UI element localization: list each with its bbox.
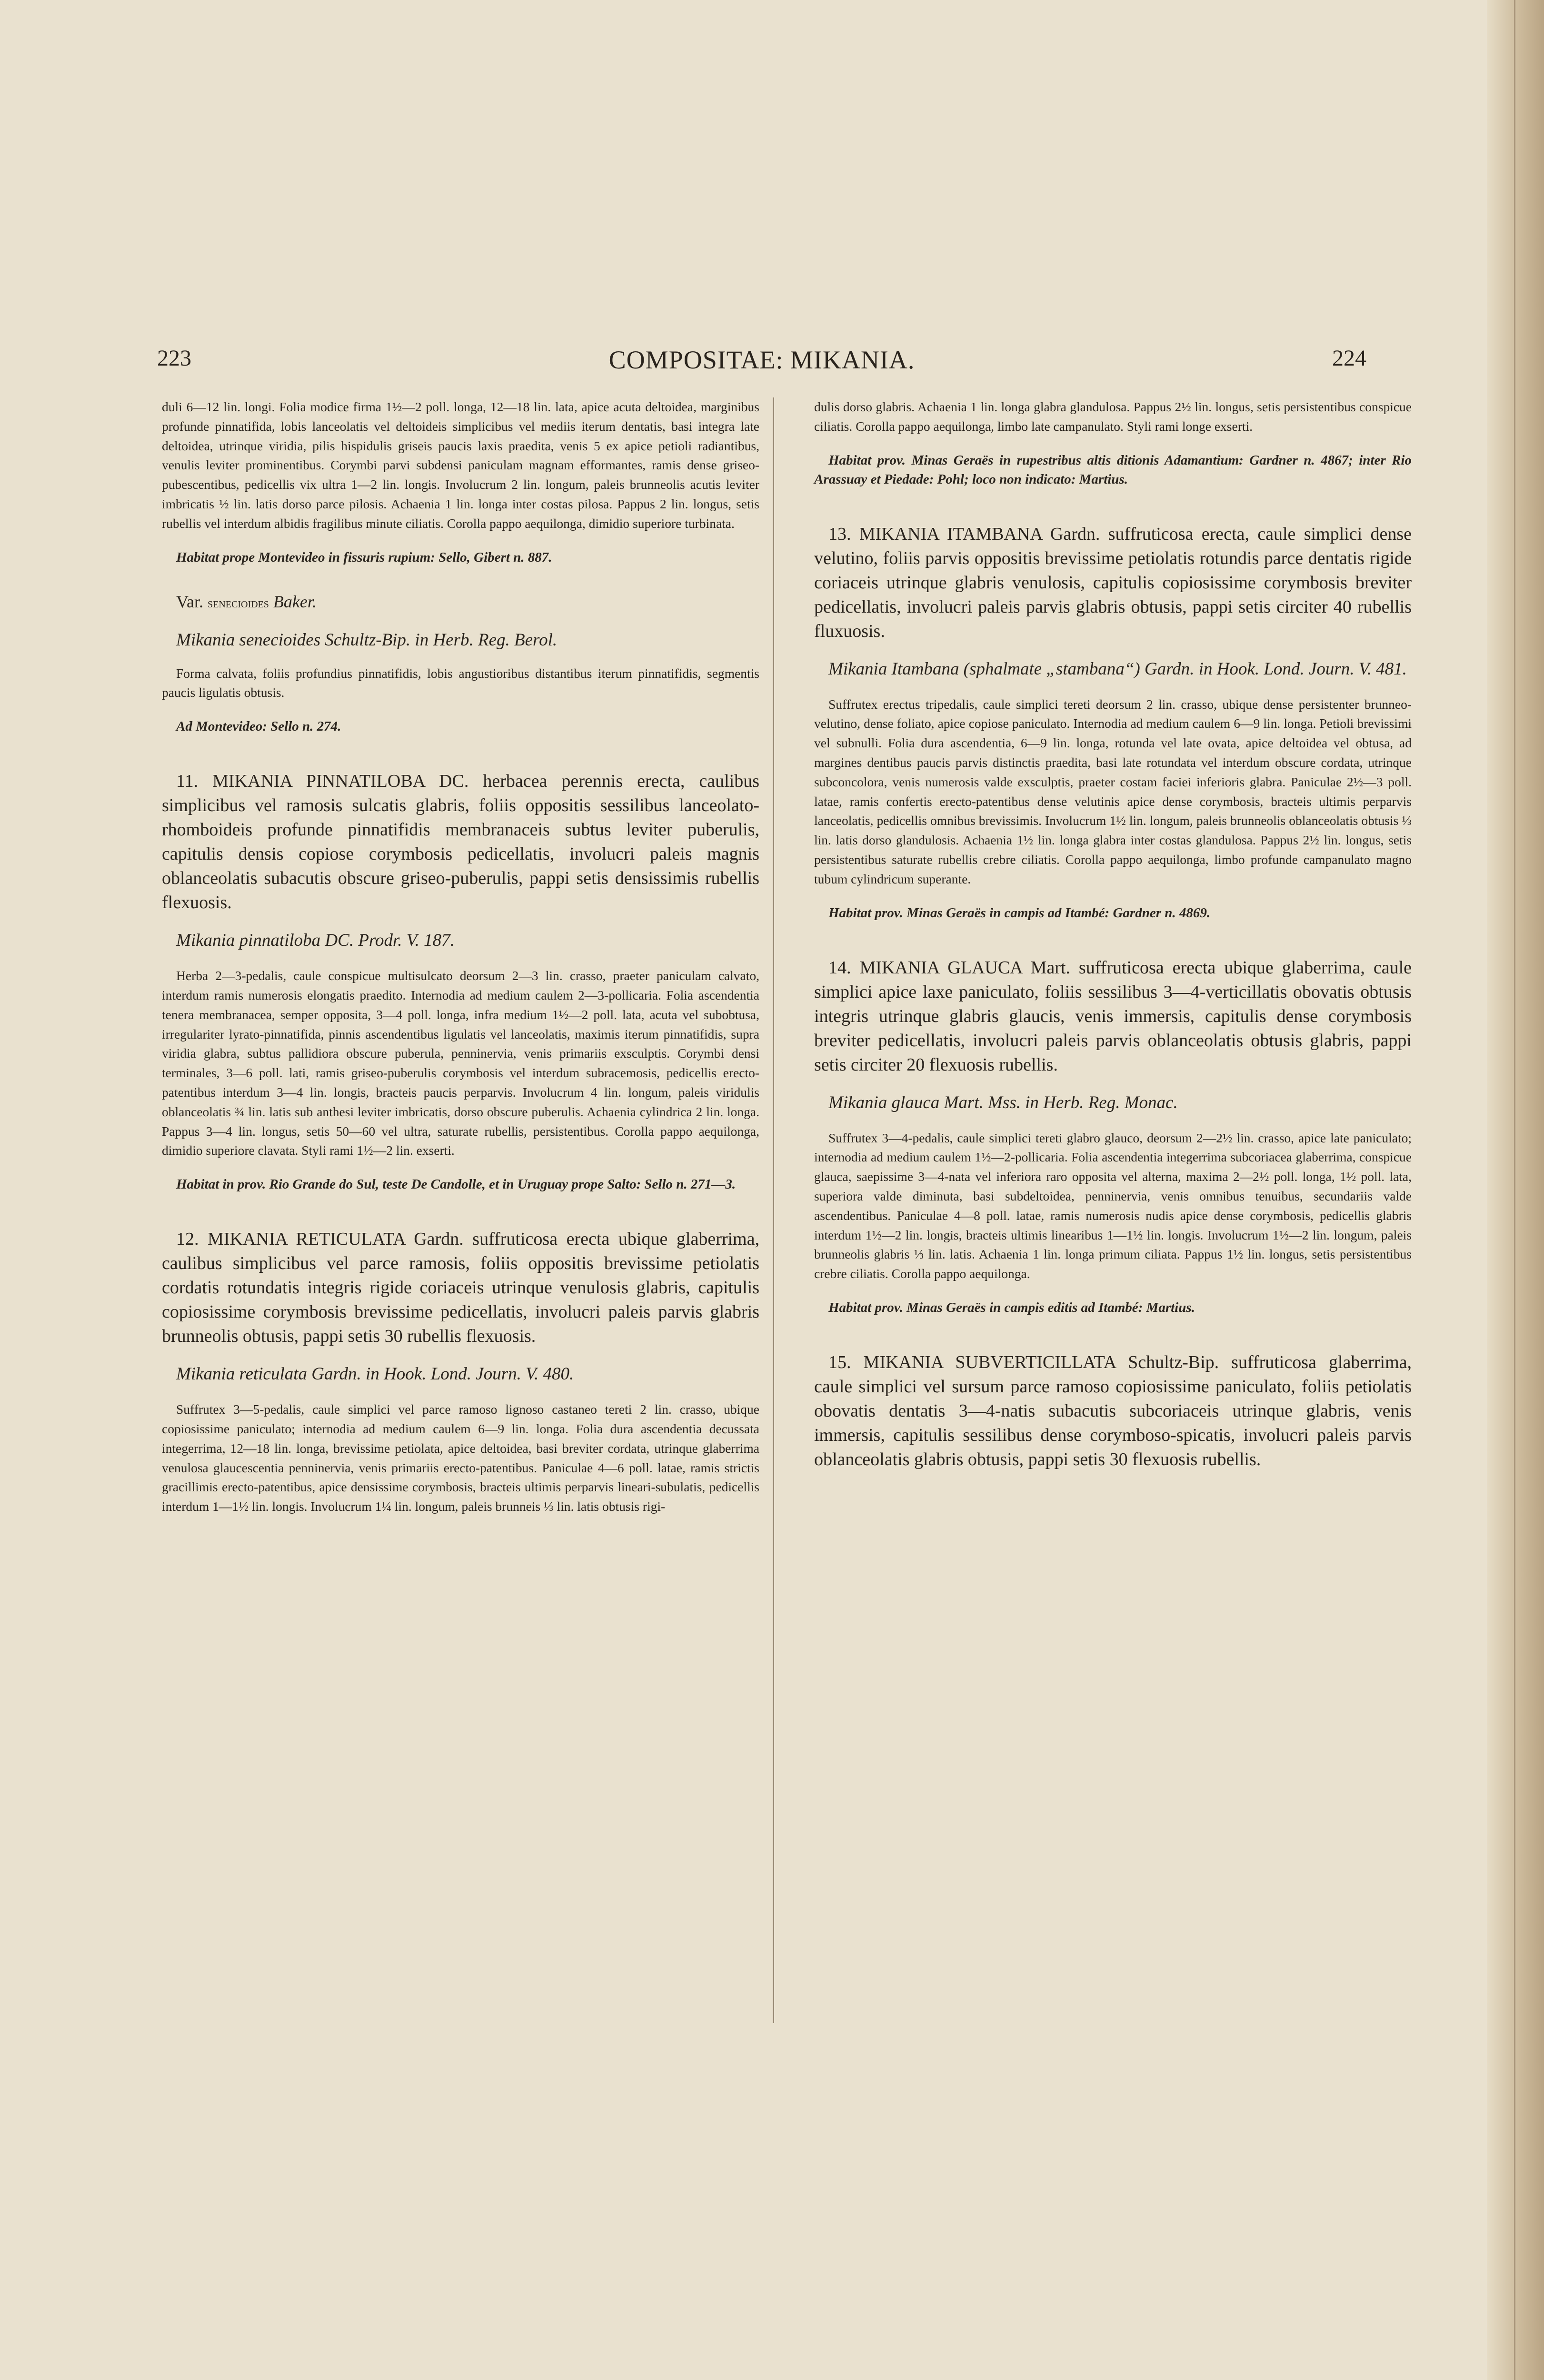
variety-synonym: Mikania senecioides Schultz-Bip. in Herb. Reg. Berol. [176, 630, 558, 650]
species-12-synonym: Mikania reticulata Gardn. in Hook. Lond. Journ. V. 480. [176, 1364, 574, 1384]
right-column [814, 397, 1412, 1472]
habitat-note: Habitat prope Montevideo in fissuris rupium: Sello, Gibert n. 887. [176, 549, 552, 565]
running-title: COMPOSITAE: MIKANIA. [608, 346, 915, 374]
variety-name: senecioides [208, 595, 269, 611]
species-15-diagnosis: 15. MIKANIA SUBVERTICILLATA Schultz-Bip. suffruticosa glaberrima, caule simplici vel sursum parce ramoso copiosissime paniculato, foliis petiolatis obovatis dentatis 3—4-natis subacutis subcoriaceis utrinque glabris, venis immersis, capitulis sessilibus dense corymboso-spicatis, involucri paleis parvis oblanceolatis glabris obtusis, pappi setis 30 flexuosis rubellis. [814, 1352, 1412, 1469]
page-number-right: 224 [1332, 346, 1366, 371]
species-14-habitat: Habitat prov. Minas Geraës in campis editis ad Itambé: Martius. [828, 1299, 1195, 1315]
species-13-diagnosis: 13. MIKANIA ITAMBANA Gardn. suffruticosa erecta, caule simplici dense velutino, foliis parvis oppositis brevissime petiolatis rotundis parce dentatis rigide coriaceis utrinque glabris venulosis, capitulis copiosissime corymbosis breviter pedicellatis, involucri paleis parvis glabris obtusis, pappi setis circiter 40 rubellis fluxuosis. [814, 524, 1412, 641]
variety-label: Var. [176, 592, 203, 611]
page-edge [1487, 0, 1544, 2380]
species-12-habitat: Habitat prov. Minas Geraës in rupestribus altis ditionis Adamantium: Gardner n. 4867; inter Rio Arassuay et Piedade: Pohl; loco non indicato: Martius. [814, 452, 1412, 487]
species-11-diagnosis: 11. MIKANIA PINNATILOBA DC. herbacea perennis erecta, caulibus simplicibus vel ramosis sulcatis glabris, foliis oppositis sessilibus lanceolato-rhomboideis profunde pinnatifidis membranaceis subtus leviter puberulis, capitulis densis copiose corymbosis pedicellatis, involucri paleis magnis oblanceolatis subacutis obscure griseo-puberulis, pappi setis densissimis rubellis flexuosis. [162, 771, 759, 913]
species-12-description: Suffrutex 3—5-pedalis, caule simplici vel parce ramoso lignoso castaneo tereti 2 lin. crasso, ubique copiosissime paniculato; internodia ad medium caulem 6—9 lin. longa. Folia dura ascendentia decussata integerrima, 12—18 lin. longa, brevissime petiolata, apice deltoidea, basi breviter cordata, utrinque glaberrima venulosa glaucescentia penninervia, venis primariis erecto-patentibus. Paniculae 4—6 poll. latae, ramis strictis gracillimis erecto-patentibus, apice densissime corymbosis, bracteis ultimis perparvis lineari-subulatis, pedicellis interdum 1—1½ lin. longis. Involucrum 1¼ lin. longum, paleis brunneis ⅓ lin. latis obtusis rigi- [162, 1402, 759, 1514]
variety-description: Forma calvata, foliis profundius pinnatifidis, lobis angustioribus distantibus iterum pinnatifidis, segmentis paucis ligulatis obtusis. [162, 665, 759, 700]
variety-author: Baker. [273, 592, 317, 611]
species-11-habitat: Habitat in prov. Rio Grande do Sul, teste De Candolle, et in Uruguay prope Salto: Sello n. 271—3. [176, 1177, 736, 1192]
species-14-synonym: Mikania glauca Mart. Mss. in Herb. Reg. Monac. [828, 1092, 1178, 1112]
variety-habitat: Ad Montevideo: Sello n. 274. [176, 719, 341, 734]
continued-description: dulis dorso glabris. Achaenia 1 lin. longa glabra glandulosa. Pappus 2½ lin. longus, setis persistentibus conspicue ciliatis. Corolla pappo aequilonga, limbo late campanulato. Styli rami longe exserti. [814, 399, 1412, 434]
page-number-left: 223 [157, 346, 191, 371]
continued-description: duli 6—12 lin. longi. Folia modice firma 1½—2 poll. longa, 12—18 lin. lata, apice acuta deltoidea, marginibus profunde pinnatifida, lobis lanceolatis vel deltoideis simplicibus vel mediis iterum dentatis, basi integra late deltoidea, utrinque viridia, pilis hispidulis griseis paucis laxis praedita, venis 5 ex apice petioli radiantibus, venulis leviter prominentibus. Corymbi parvi subdensi paniculam magnam efformantes, ramis dense griseo-pubescentibus, pedicellis vix ultra 1—2 lin. longis. Involucrum 2 lin. longum, paleis brunneolis acutis leviter imbricatis ½ lin. latis dorso parce pilosis. Achaenia 1 lin. longa inter costas pilosa. Pappus 2 lin. longus, setis rubellis vel interdum albidis fragilibus minute ciliatis. Corolla pappo aequilonga, dimidio superiore turbinata. [162, 399, 759, 531]
variety-heading [162, 591, 759, 615]
left-column [162, 397, 759, 1517]
species-12-diagnosis: 12. MIKANIA RETICULATA Gardn. suffruticosa erecta ubique glaberrima, caulibus simplicibus vel parce ramosis, foliis oppositis brevissime petiolatis cordatis rotundatis integris rigide coriaceis utrinque venulosis glabris, capitulis copiosissime corymbosis brevissime pedicellatis, involucri paleis parvis glabris brunneolis obtusis, pappi setis 30 rubellis flexuosis. [162, 1229, 759, 1347]
binding-edge [1514, 0, 1515, 2380]
column-divider [773, 397, 774, 2023]
species-14-description: Suffrutex 3—4-pedalis, caule simplici tereti glabro glauco, deorsum 2—2½ lin. crasso, apice late paniculato; internodia ad medium caulem 1½—2-pollicaria. Folia ascendentia integerrima subcoriacea glaberrima, conspicue glauca, saepissime 3—4-nata vel inferiora raro opposita vel alterna, maxima 2—2½ poll. longa, 1½ poll. lata, superiora valde diminuta, basi subdeltoidea, penninervia, venis omnibus tenuibus, secundariis valde ascendentibus. Paniculae 4—8 poll. latae, ramis numerosis nudis apice dense corymbosis, pedicellis glabris interdum 1½—2 lin. longis, bracteis ultimis linearibus 1—1½ lin. longis. Involucrum 1½—2 lin. longum, paleis brunneolis glabris ⅓ lin. latis. Achaenia 1 lin. longa primum ciliata. Pappus 1½ lin. longus, setis persistentibus crebre ciliatis. Corolla pappo aequilonga. [814, 1130, 1412, 1281]
species-14-diagnosis: 14. MIKANIA GLAUCA Mart. suffruticosa erecta ubique glaberrima, caule simplici apice laxe paniculato, foliis sessilibus 3—4-verticillatis obovatis obtusis integris utrinque glabris glaucis, venis immersis, capitulis dense corymbosis breviter pedicellatis, involucri paleis parvis oblanceolatis obtusis glabris, pappi setis circiter 20 flexuosis rubellis. [814, 957, 1412, 1075]
species-13-synonym: Mikania Itambana (sphalmate „stambana“) Gardn. in Hook. Lond. Journ. V. 481. [828, 659, 1407, 679]
running-header [157, 345, 1366, 388]
species-13-description: Suffrutex erectus tripedalis, caule simplici tereti deorsum 2 lin. crasso, ubique dense persistenter brunneo-velutino, dense foliato, apice copiose paniculato. Internodia ad medium caulem 6—9 lin. longa. Petioli brevissimi vel subnulli. Folia dura ascendentia, 6—9 lin. longa, rotunda vel late ovata, apice deltoidea vel obtusa, ad margines dentibus paucis parvis distinctis praedita, basi late rotundata vel interdum obscure cordata, utrinque subconcolora, venis numerosis valde exsculptis, praeter costam faciei inferioris glabra. Paniculae 2½—3 poll. latae, ramis confertis erecto-patentibus dense velutinis apice dense corymbosis, bracteis ultimis perparvis lanceolatis, pedicellis omnibus brevissimis. Involucrum 1½ lin. longum, paleis brunneolis oblanceolatis obtusis ⅓ lin. latis dorso glandulosis. Achaenia 1½ lin. longa glabra inter costas glandulosa. Pappus 2½ lin. longus, setis persistentibus saturate rubellis crebre ciliatis. Corolla pappo aequilonga, limbo profunde campanulato magno tubum cylindricum superante. [814, 696, 1412, 886]
species-11-description: Herba 2—3-pedalis, caule conspicue multisulcato deorsum 2—3 lin. crasso, praeter paniculam calvato, interdum ramis numerosis elongatis praedito. Internodia ad medium caulem 2—3-pollicaria. Folia ascendentia tenera membranacea, semper opposita, 3—4 poll. longa, infra medium 1½—2 poll. lata, acuta vel subobtusa, irregulariter lyrato-pinnatifida, pinnis ascendentibus ligulatis vel lanceolatis, maximis iterum pinnatifidis, supra viridia glabra, subtus pallidiora obscure puberula, penninervia, venis primariis exsculptis. Corymbi densi terminales, 3—6 poll. lati, ramis griseo-puberulis corymbosis vel interdum subracemosis, pedicellis erecto-patentibus interdum 3—4 lin. longis, bracteis paucis perparvis. Involucrum 4 lin. longum, paleis viridulis oblanceolatis ¾ lin. latis sub anthesi leviter imbricatis, dorso obscure puberulis. Achaenia cylindrica 2 lin. longa. Pappus 3—4 lin. longus, setis 50—60 vel ultra, saturate rubellis, persistentibus. Corolla pappo aequilonga, dimidio superiore clavata. Styli rami 1½—2 lin. exserti. [162, 968, 759, 1158]
species-11-synonym: Mikania pinnatiloba DC. Prodr. V. 187. [176, 931, 455, 951]
species-13-habitat: Habitat prov. Minas Geraës in campis ad Itambé: Gardner n. 4869. [828, 905, 1211, 921]
